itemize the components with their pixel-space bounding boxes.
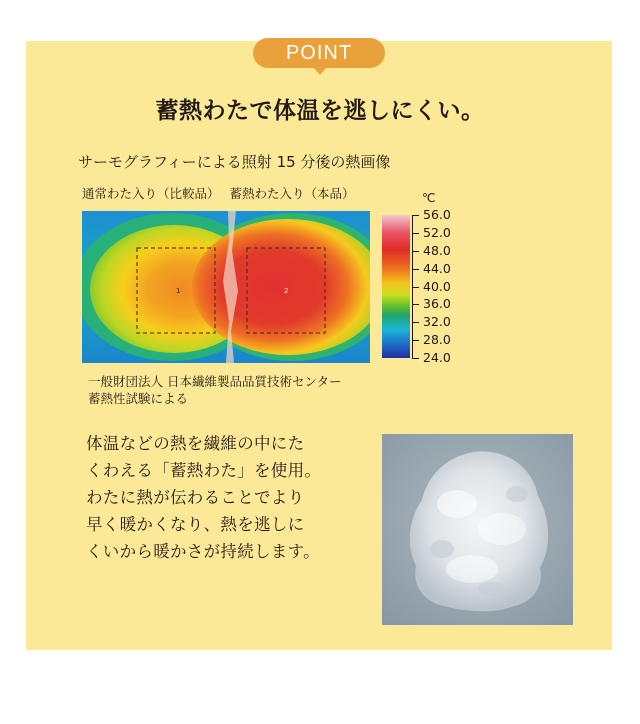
- scale-tick-label: 32.0: [423, 314, 451, 330]
- region-marker-product: 2: [284, 287, 289, 295]
- scale-tick: [412, 215, 419, 216]
- description-line: 早く暖かくなり、熱を逃しに: [86, 515, 305, 534]
- scale-tick: [412, 233, 419, 234]
- point-badge-pointer: [313, 67, 327, 75]
- scale-tick-label: 40.0: [423, 278, 451, 294]
- region-marker-comparison: 1: [176, 287, 181, 295]
- label-product: 蓄熱わた入り（本品）: [229, 186, 355, 201]
- headline: 蓄熱わたで体温を逃しにくい。: [155, 98, 485, 124]
- source-line: 蓄熱性試験による: [88, 391, 189, 406]
- thermal-image: [82, 211, 370, 363]
- source-line: 一般財団法人 日本繊維製品品質技術センター: [88, 374, 342, 389]
- scale-tick-label: 36.0: [423, 296, 451, 312]
- scale-tick-label: 44.0: [423, 260, 451, 276]
- scale-tick: [412, 287, 419, 288]
- scale-tick-label: 24.0: [423, 350, 451, 365]
- description-line: わたに熱が伝わることでより: [86, 488, 305, 507]
- description-line: くわえる「蓄熱わた」を使用。: [86, 461, 322, 480]
- figure-subtitle: サーモグラフィーによる照射 15 分後の熱画像: [78, 153, 391, 171]
- scale-tick-label: 56.0: [423, 207, 451, 222]
- description-line: くいから暖かさが持続します。: [86, 542, 320, 561]
- scale-tick-label: 52.0: [423, 224, 451, 240]
- scale-tick: [412, 251, 419, 252]
- figure-source: [88, 373, 341, 407]
- thermal-cotton-photo: [382, 434, 573, 625]
- temperature-color-bar: [382, 215, 410, 358]
- scale-tick-label: 48.0: [423, 242, 451, 258]
- figure-labels: [82, 184, 355, 202]
- temperature-unit: ℃: [422, 191, 436, 205]
- scale-tick-label: 28.0: [423, 332, 451, 348]
- description-line: 体温などの熱を繊維の中にた: [86, 434, 305, 453]
- thermal-image-graphic: [82, 211, 370, 363]
- description: [86, 430, 321, 565]
- point-badge: POINT: [253, 38, 385, 68]
- scale-tick: [412, 304, 419, 305]
- scale-tick: [412, 322, 419, 323]
- cotton-image-graphic: [382, 434, 573, 625]
- scale-tick: [412, 358, 419, 359]
- scale-tick: [412, 340, 419, 341]
- scale-tick: [412, 269, 419, 270]
- label-comparison: 通常わた入り（比較品）: [82, 186, 220, 201]
